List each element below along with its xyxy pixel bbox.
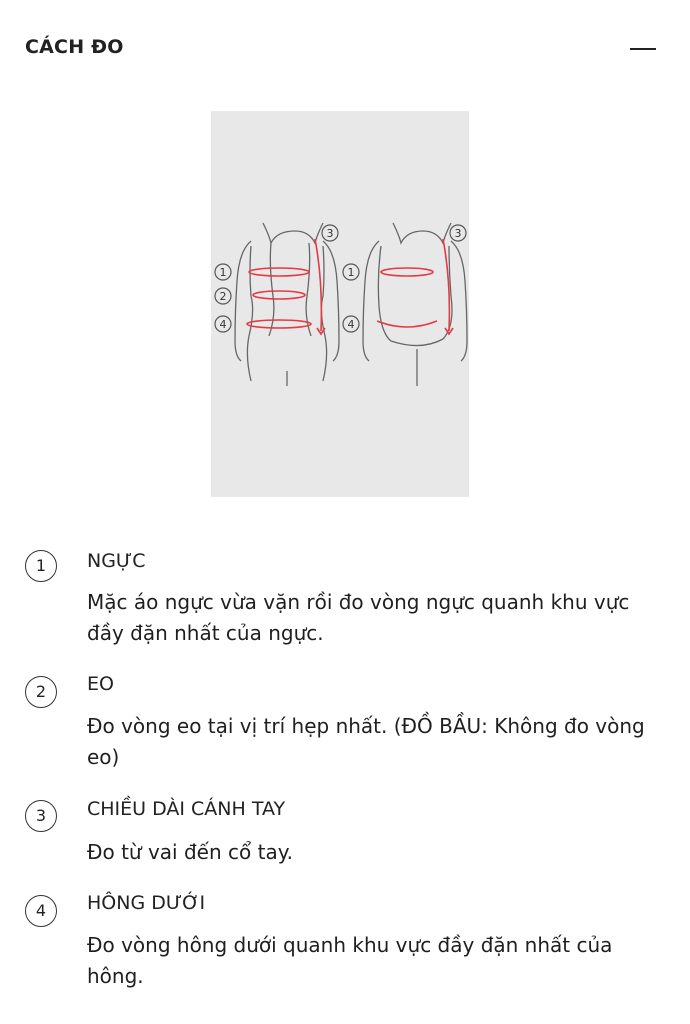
minus-icon[interactable]	[630, 48, 656, 50]
figure-maternity	[363, 223, 467, 386]
section-title: CÁCH ĐO	[25, 36, 124, 58]
body-figures-svg	[211, 111, 469, 497]
marker-3-maternity: 3	[454, 227, 462, 240]
step-number-badge: 2	[25, 676, 57, 708]
measurement-illustration	[211, 111, 469, 497]
marker-1-maternity: 1	[347, 266, 355, 279]
measure-description: Mặc áo ngực vừa vặn rồi đo vòng ngực quanh khu vực đầy đặn nhất của ngực.	[87, 590, 630, 645]
marker-4: 4	[219, 318, 227, 331]
measure-label: NGỰC	[87, 550, 146, 572]
measure-label: HÔNG DƯỚI	[87, 892, 206, 914]
measure-label: CHIỀU DÀI CÁNH TAY	[87, 798, 286, 820]
marker-1: 1	[219, 266, 227, 279]
step-number-badge: 3	[25, 800, 57, 832]
measure-label: EO	[87, 673, 114, 695]
marker-3: 3	[326, 227, 334, 240]
step-number-badge: 1	[25, 550, 57, 582]
measure-description: Đo vòng eo tại vị trí hẹp nhất. (ĐỒ BẦU: Không đo vòng eo)	[87, 714, 645, 769]
measure-description: Đo vòng hông dưới quanh khu vực đầy đặn nhất của hông.	[87, 933, 613, 988]
step-number-badge: 4	[25, 895, 57, 927]
marker-4-maternity: 4	[347, 318, 355, 331]
marker-2: 2	[219, 290, 227, 303]
measure-description: Đo từ vai đến cổ tay.	[87, 840, 294, 864]
figure-standard	[235, 223, 339, 386]
section-header[interactable]	[0, 0, 690, 100]
